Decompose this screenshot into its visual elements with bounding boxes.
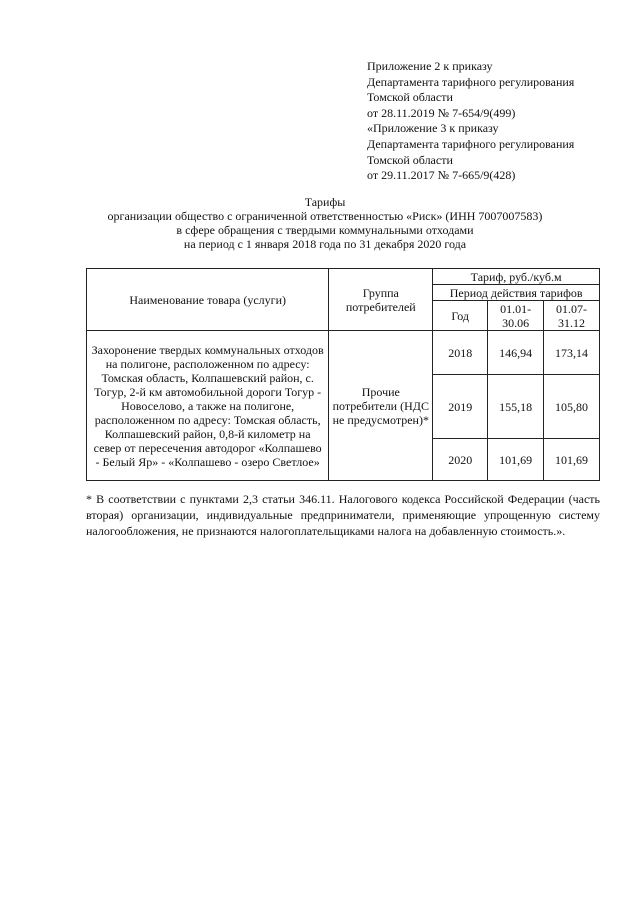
appendix-line: Приложение 2 к приказу bbox=[367, 59, 493, 73]
year-cell: 2018 bbox=[433, 331, 488, 375]
tariff-second-half: 101,69 bbox=[544, 439, 600, 481]
appendix-line: Департамента тарифного регулирования bbox=[367, 136, 575, 151]
appendix-line: Департамента тарифного регулирования bbox=[367, 74, 575, 89]
header-first-half-end: 30.06 bbox=[502, 315, 530, 330]
title-line: организации общество с ограниченной ответственностью «Риск» (ИНН 7007007583) bbox=[107, 209, 543, 223]
table-header-row bbox=[87, 269, 600, 285]
year-cell: 2020 bbox=[433, 439, 488, 481]
title-line: на период с 1 января 2018 года по 31 декабря 2020 года bbox=[183, 237, 467, 251]
year-cell: 2019 bbox=[433, 375, 488, 439]
title-line: в сфере обращения с твердыми коммунальными отходами bbox=[176, 223, 474, 237]
header-year: Год bbox=[433, 301, 488, 331]
title-heading: Тарифы bbox=[304, 195, 346, 209]
header-group: Группа потребителей bbox=[329, 269, 433, 331]
appendix-line: от 29.11.2017 № 7-665/9(428) bbox=[367, 168, 516, 183]
tariff-first-half: 146,94 bbox=[488, 331, 544, 375]
header-tariff: Тариф, руб./куб.м bbox=[433, 269, 600, 285]
header-first-half bbox=[488, 301, 544, 331]
tariff-second-half: 173,14 bbox=[544, 331, 600, 375]
appendix-line: «Приложение 3 к приказу bbox=[367, 121, 499, 136]
consumer-group: Прочие потребители (НДС не предусмотрен)* bbox=[329, 331, 433, 481]
footnote: * В соответствии с пунктами 2,3 статьи 346.11. Налогового кодекса Российской Федерации (часть вторая) организации, индивидуальные предприниматели, применяющие упрощенную систему налогообложения, не признаются налогоплательщиками налога на добавленную стоимость.». bbox=[86, 492, 600, 538]
document-title bbox=[60, 195, 590, 251]
appendix-line: от 28.11.2019 № 7-654/9(499) bbox=[367, 105, 516, 120]
appendix-line: Томской области bbox=[367, 152, 453, 167]
table-row bbox=[87, 331, 600, 375]
appendix-line: Томской области bbox=[367, 90, 453, 105]
header-period: Период действия тарифов bbox=[433, 285, 600, 301]
tariff-table bbox=[86, 268, 600, 481]
tariff-first-half: 101,69 bbox=[488, 439, 544, 481]
header-product: Наименование товара (услуги) bbox=[87, 269, 329, 331]
tariff-second-half: 105,80 bbox=[544, 375, 600, 439]
appendix-reference bbox=[367, 59, 627, 184]
header-second-half-start: 01.07- bbox=[556, 301, 588, 316]
header-second-half bbox=[544, 301, 600, 331]
header-first-half-start: 01.01- bbox=[500, 301, 532, 316]
header-second-half-end: 31.12 bbox=[558, 315, 586, 330]
product-description: Захоронение твердых коммунальных отходов на полигоне, расположенном по адресу: Томская область, Колпашевский район, с. Тогур, 2-й км автомобильной дороги Тогур - Новоселово, а также на полигоне, расположенном по адресу: Томская область, Колпашевский район, 0,8-й километр на север от пересечения автодорог «Колпашево - Белый Яр» - «Колпашево - озеро Светлое» bbox=[87, 331, 329, 481]
tariff-first-half: 155,18 bbox=[488, 375, 544, 439]
